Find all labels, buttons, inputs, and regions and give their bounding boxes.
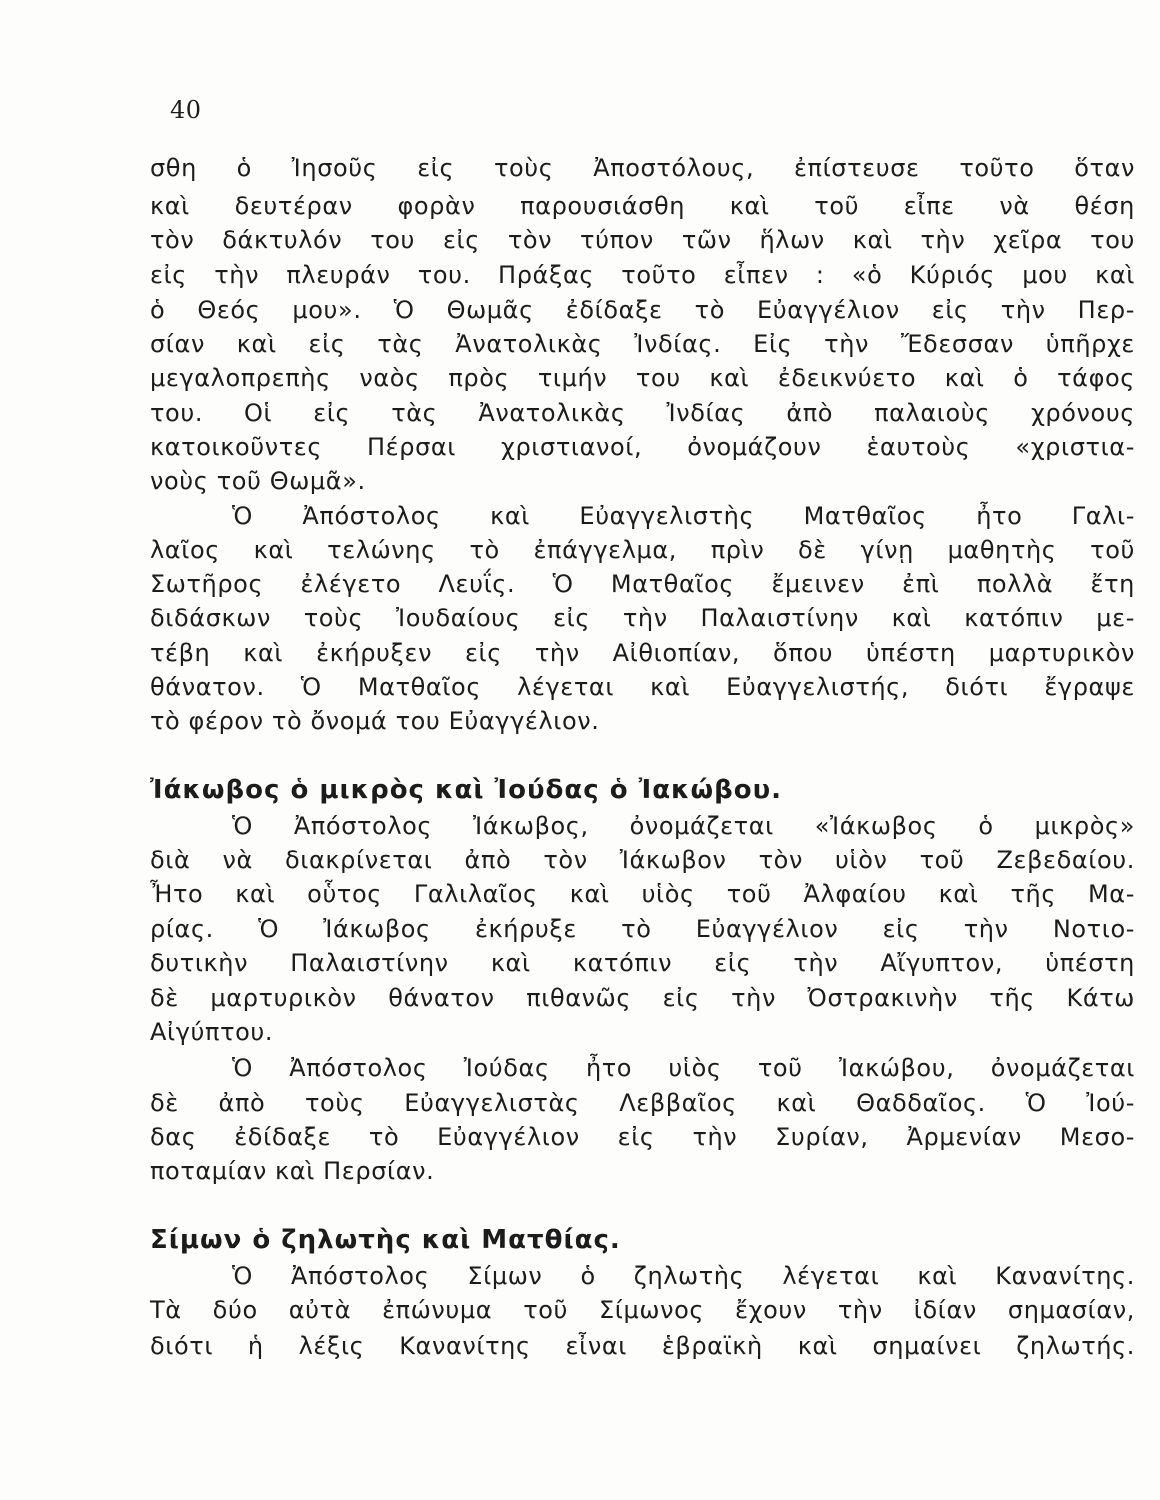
- text-line: ρίας. Ὁ Ἰάκωβος ἐκήρυξε τὸ Εὐαγγέλιον εἰς τὴν Νοτιο-: [150, 915, 1135, 943]
- text-line: δὲ μαρτυρικὸν θάνατον πιθανῶς εἰς τὴν Ὀστρακινὴν τῆς Κάτω: [150, 984, 1135, 1012]
- text-line: δυτικὴν Παλαιστίνην καὶ κατόπιν εἰς τὴν Αἴγυπτον, ὑπέστη: [150, 949, 1135, 977]
- text-line: λαῖος καὶ τελώνης τὸ ἐπάγγελμα, πρὶν δὲ γίνῃ μαθητὴς τοῦ: [150, 536, 1135, 564]
- text-line: Ὁ Ἀπόστολος Ἰούδας ἦτο υἱὸς τοῦ Ἰακώβου, ὀνομάζεται: [232, 1054, 1135, 1082]
- text-line: διδάσκων τοὺς Ἰουδαίους εἰς τὴν Παλαιστίνην καὶ κατόπιν με-: [150, 604, 1135, 632]
- text-line: Σωτῆρος ἐλέγετο Λευΐς. Ὁ Ματθαῖος ἔμεινεν ἐπὶ πολλὰ ἔτη: [150, 570, 1135, 598]
- text-line: δας ἐδίδαξε τὸ Εὐαγγέλιον εἰς τὴν Συρίαν, Ἀρμενίαν Μεσο-: [150, 1123, 1135, 1151]
- text-line: τὸν δάκτυλόν του εἰς τὸν τύπον τῶν ἥλων καὶ τὴν χεῖρα του: [150, 226, 1135, 254]
- text-line: Ὁ Ἀπόστολος Σίμων ὁ ζηλωτὴς λέγεται καὶ Κανανίτης.: [232, 1262, 1135, 1290]
- text-line: καὶ δευτέραν φορὰν παρουσιάσθη καὶ τοῦ εἶπε νὰ θέση: [150, 192, 1135, 220]
- text-line: του. Οἱ εἰς τὰς Ἀνατολικὰς Ἰνδίας ἀπὸ παλαιοὺς χρόνους: [150, 399, 1135, 427]
- page-number: 40: [170, 96, 202, 124]
- text-line: νοὺς τοῦ Θωμᾶ».: [150, 467, 366, 495]
- text-line: δὲ ἀπὸ τοὺς Εὐαγγελιστὰς Λεββαῖος καὶ Θαδδαῖος. Ὁ Ἰού-: [150, 1089, 1135, 1117]
- text-line: σίαν καὶ εἰς τὰς Ἀνατολικὰς Ἰνδίας. Εἰς τὴν Ἔδεσσαν ὑπῆρχε: [150, 330, 1135, 358]
- text-line: θάνατον. Ὁ Ματθαῖος λέγεται καὶ Εὐαγγελιστής, διότι ἔγραψε: [150, 673, 1135, 701]
- text-line: Ὁ Ἀπόστολος Ἰάκωβος, ὀνομάζεται «Ἰάκωβος ὁ μικρὸς»: [232, 812, 1135, 840]
- text-line: τὸ φέρον τὸ ὄνομά του Εὐαγγέλιον.: [150, 707, 600, 735]
- section-heading: Σίμων ὁ ζηλωτὴς καὶ Ματθίας.: [150, 1225, 621, 1255]
- text-line: ὁ Θεός μου». Ὁ Θωμᾶς ἐδίδαξε τὸ Εὐαγγέλιον εἰς τὴν Περ-: [150, 296, 1135, 324]
- text-line: μεγαλοπρεπὴς ναὸς πρὸς τιμήν του καὶ ἐδεικνύετο καὶ ὁ τάφος: [150, 364, 1135, 392]
- text-line: Ἦτο καὶ οὗτος Γαλιλαῖος καὶ υἱὸς τοῦ Ἀλφαίου καὶ τῆς Μα-: [150, 880, 1135, 908]
- text-line: Αἰγύπτου.: [150, 1018, 274, 1046]
- text-line: εἰς τὴν πλευράν του. Πράξας τοῦτο εἶπεν : «ὁ Κύριός μου καὶ: [150, 261, 1135, 289]
- text-line: Τὰ δύο αὐτὰ ἐπώνυμα τοῦ Σίμωνος ἔχουν τὴν ἰδίαν σημασίαν,: [150, 1296, 1135, 1324]
- section-heading: Ἰάκωβος ὁ μικρὸς καὶ Ἰούδας ὁ Ἰακώβου.: [150, 775, 783, 805]
- text-line: σθη ὁ Ἰησοῦς εἰς τοὺς Ἀποστόλους, ἐπίστευσε τοῦτο ὅταν: [150, 154, 1135, 182]
- text-line: διότι ἡ λέξις Κανανίτης εἶναι ἑβραϊκὴ καὶ σημαίνει ζηλωτής.: [150, 1332, 1135, 1360]
- text-line: ποταμίαν καὶ Περσίαν.: [150, 1157, 435, 1185]
- text-line: Ὁ Ἀπόστολος καὶ Εὐαγγελιστὴς Ματθαῖος ἦτο Γαλι-: [232, 502, 1135, 530]
- text-line: διὰ νὰ διακρίνεται ἀπὸ τὸν Ἰάκωβον τὸν υἱὸν τοῦ Ζεβεδαίου.: [150, 846, 1135, 874]
- text-line: κατοικοῦντες Πέρσαι χριστιανοί, ὀνομάζουν ἑαυτοὺς «χριστια-: [150, 433, 1135, 461]
- text-line: τέβη καὶ ἐκήρυξεν εἰς τὴν Αἰθιοπίαν, ὅπου ὑπέστη μαρτυρικὸν: [150, 639, 1135, 667]
